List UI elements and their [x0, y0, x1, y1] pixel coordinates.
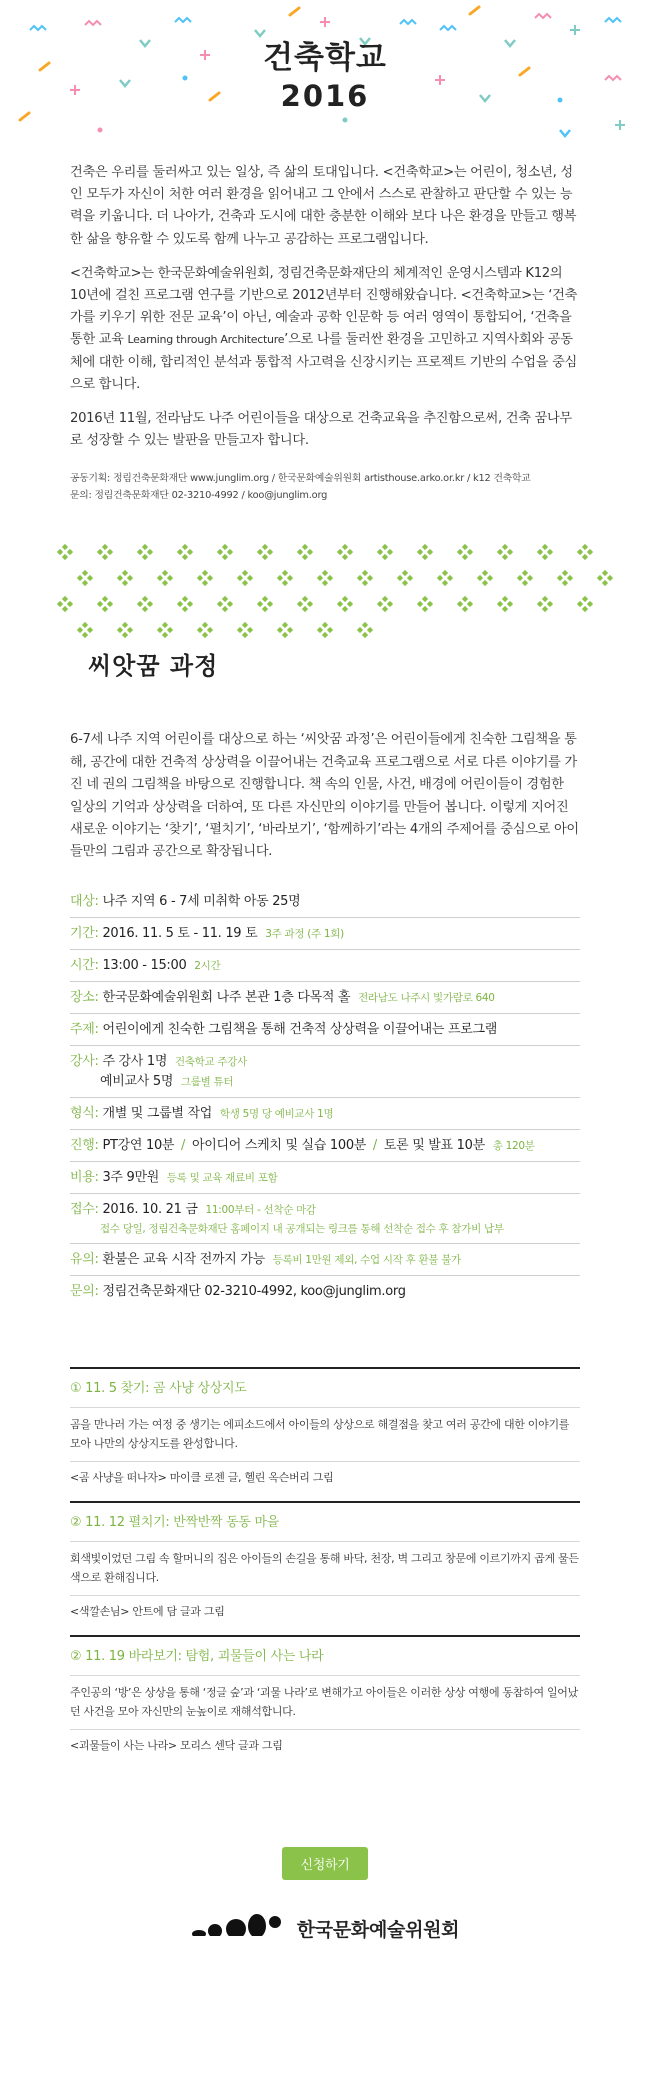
diamond-cluster — [377, 544, 393, 560]
diamond-cluster — [297, 544, 313, 560]
info-row-format — [70, 1098, 580, 1130]
program-book: <곰 사냥을 떠나자> 마이클 로젠 글, 헬린 옥슨버리 그림 — [70, 1470, 334, 1484]
confetti-piece — [560, 130, 570, 136]
diamond-cluster — [257, 544, 273, 560]
diamond-cluster — [537, 596, 553, 612]
info-value: 아이디어 스케치 및 실습 100분 — [191, 1137, 367, 1153]
confetti-piece — [85, 21, 101, 25]
diamond-cluster — [457, 544, 473, 560]
info-label: 장소: — [70, 989, 99, 1005]
credit-contact: 문의: 정림건축문화재단 02-3210-4992 / koo@junglim.org — [70, 490, 328, 502]
title-block — [0, 38, 650, 114]
intro-paragraph-2-english: Learning through Architecture — [127, 333, 285, 347]
confetti-piece — [290, 8, 299, 15]
info-note: 접수 당일, 정림건축문화재단 홈페이지 내 공개되는 링크를 통해 선착순 접수 후 참가비 납부 — [100, 1222, 504, 1235]
footer — [0, 1912, 650, 1946]
info-value: 어린이에게 친숙한 그림책을 통해 건축적 상상력을 이끌어내는 프로그램 — [102, 1021, 498, 1037]
intro-paragraph-2-b: ’으로 나를 둘러싼 환경을 고민하고 지역사회와 공동체에 대한 이해, 합리적인 분석과 통합적 사고력을 신장시키는 프로젝트 기반의 수업을 중심으로 합니다. — [70, 332, 577, 392]
apply-section — [0, 1847, 650, 1880]
diamond-cluster — [237, 570, 253, 586]
diamond-cluster — [577, 596, 593, 612]
diamond-cluster — [477, 570, 493, 586]
confetti-piece — [255, 30, 265, 36]
confetti-piece — [343, 118, 348, 123]
intro-paragraph-3: 2016년 11월, 전라남도 나주 어린이들을 대상으로 건축교육을 추진함으로써, 건축 꿈나무로 성장할 수 있는 발판을 만들고자 합니다. — [70, 411, 572, 449]
separator: / — [181, 1137, 186, 1153]
page-title-year: 2016 — [280, 79, 370, 113]
info-row-apply — [70, 1194, 580, 1244]
confetti-piece — [535, 14, 551, 18]
info-value: 정림건축문화재단 02-3210-4992, koo@junglim.org — [102, 1283, 406, 1299]
info-note: 건축학교 주강사 — [174, 1055, 247, 1068]
info-table — [70, 886, 580, 1307]
diamond-cluster — [257, 596, 273, 612]
diamond-cluster — [57, 596, 73, 612]
program-list — [70, 1367, 580, 1757]
diamond-cluster — [517, 570, 533, 586]
info-row-caution — [70, 1244, 580, 1276]
program-book: <색깔손님> 안트에 담 글과 그림 — [70, 1604, 225, 1618]
diamond-cluster — [77, 570, 93, 586]
confetti-piece — [615, 120, 625, 130]
info-label: 대상: — [70, 893, 99, 909]
info-row-contact — [70, 1276, 580, 1307]
arko-logo-icon — [191, 1912, 283, 1946]
info-note: 11:00부터 - 선착순 마감 — [205, 1203, 316, 1216]
info-value: 2016. 10. 21 금 — [102, 1201, 198, 1217]
info-value: 주 강사 1명 — [102, 1053, 168, 1069]
program-body: 곰을 만나러 가는 여정 중 생기는 에피소드에서 아이들의 상상으로 해결점을 찾고 여러 공간에 대한 이야기를 모아 나만의 상상지도를 완성합니다. — [70, 1408, 580, 1462]
diamond-cluster — [417, 544, 433, 560]
info-label: 기간: — [70, 925, 99, 941]
credit-organizers: 공동기획: 정림건축문화재단 www.junglim.org / 한국문화예술위원회 artisthouse.arko.or.kr / k12 건축학교 — [70, 473, 531, 485]
info-note: 등록비 1만원 제외, 수업 시작 후 환불 불가 — [272, 1253, 461, 1266]
confetti-piece — [440, 26, 456, 30]
info-value: 한국문화예술위원회 나주 본관 1층 다목적 홀 — [102, 989, 351, 1005]
info-note: 그룹별 튜터 — [180, 1075, 234, 1088]
intro-paragraph-2-a: <건축학교>는 한국문화예술위원회, 정림건축문화재단의 체계적인 운영시스템과 K12의 10년에 걸친 프로그램 연구를 기반으로 2012년부터 진행해왔습니다. <건축학교>는 ‘건축가를 키우기 위한 전문 교육’이 아닌, 예술과 공학 인문학 등 여러 영역이 통합되어, ‘건축을 통한 교육 — [70, 265, 578, 348]
diamond-cluster — [577, 544, 593, 560]
confetti-piece — [470, 7, 479, 14]
confetti-piece — [175, 18, 191, 22]
diamond-cluster — [177, 596, 193, 612]
diamond-cluster — [77, 622, 93, 638]
diamond-cluster — [57, 544, 73, 560]
info-value: 토론 및 발표 10분 — [383, 1137, 485, 1153]
section-title: 씨앗꿈 과정 — [88, 652, 219, 681]
confetti-piece — [20, 113, 29, 120]
diamond-cluster — [297, 596, 313, 612]
diamond-cluster — [317, 622, 333, 638]
info-note: 총 120분 — [492, 1139, 535, 1152]
diamond-cluster — [357, 622, 373, 638]
diamond-cluster — [117, 570, 133, 586]
info-note: 2시간 — [194, 959, 221, 972]
diamond-cluster — [177, 544, 193, 560]
diamond-cluster — [537, 544, 553, 560]
diamond-cluster — [337, 596, 353, 612]
diamond-cluster — [277, 570, 293, 586]
diamond-cluster — [357, 570, 373, 586]
info-row-teacher — [70, 1046, 580, 1098]
info-row-fee — [70, 1162, 580, 1194]
program-block-3 — [70, 1635, 580, 1757]
info-label: 주제: — [70, 1021, 99, 1037]
confetti-piece — [400, 20, 416, 24]
diamond-cluster — [97, 544, 113, 560]
info-value: 3주 9만원 — [102, 1169, 160, 1185]
diamond-cluster — [197, 622, 213, 638]
info-value: PT강연 10분 — [102, 1137, 175, 1153]
section-description — [0, 679, 650, 863]
info-label: 형식: — [70, 1105, 99, 1121]
info-note: 전라남도 나주시 빛가람로 640 — [358, 991, 495, 1004]
info-label: 문의: — [70, 1283, 99, 1299]
program-book: <괴물들이 사는 나라> 모리스 센닥 글과 그림 — [70, 1738, 283, 1752]
diamond-cluster — [97, 596, 113, 612]
diamond-cluster — [437, 570, 453, 586]
diamond-cluster — [417, 596, 433, 612]
section-header — [0, 544, 650, 679]
separator: / — [372, 1137, 377, 1153]
info-row-target — [70, 886, 580, 918]
info-value: 13:00 - 15:00 — [102, 957, 187, 973]
program-body: 주인공의 ‘방’은 상상을 통해 ‘정글 숲’과 ‘괴물 나라’로 변해가고 아이들은 이러한 상상 여행에 동참하여 일어났던 사건을 모아 자신만의 눈높이로 재해석합니다. — [70, 1676, 580, 1730]
intro-paragraph-2 — [70, 263, 580, 396]
intro-paragraph-1: 건축은 우리를 둘러싸고 있는 일상, 즉 삶의 토대입니다. <건축학교>는 어린이, 청소년, 성인 모두가 자신이 처한 여러 환경을 읽어내고 그 안에서 스스로 관찰하고 판단할 수 있는 능력을 키웁니다. 더 나아가, 건축과 도시에 대한 충분한 이해와 보다 나은 환경을 만들고 행복한 삶을 향유할 수 있도록 함께 나누고 공감하는 프로그램입니다. — [70, 165, 577, 247]
program-block-1 — [70, 1367, 580, 1489]
diamond-cluster — [457, 596, 473, 612]
confetti-piece — [320, 17, 330, 27]
diamond-cluster — [497, 544, 513, 560]
info-note: 3주 과정 (주 1회) — [265, 927, 344, 940]
confetti-piece — [30, 26, 46, 30]
intro — [0, 150, 650, 504]
diamond-cluster — [377, 596, 393, 612]
info-value: 개별 및 그룹별 작업 — [102, 1105, 213, 1121]
diamond-cluster — [337, 544, 353, 560]
info-row-time — [70, 950, 580, 982]
page-title: 건축학교 — [263, 40, 387, 76]
section-description-text: 6-7세 나주 지역 어린이를 대상으로 하는 ‘씨앗꿈 과정’은 어린이들에게 친숙한 그림책을 통해, 공간에 대한 건축적 상상력을 이끌어내는 건축교육 프로그램으로 서로 다른 이야기를 가진 네 권의 그림책을 바탕으로 진행합니다. 책 속의 인물, 사건, 배경에 어린이들이 경험한 일상의 기억과 상상력을 더하여, 또 다른 자신만의 이야기를 만들어 봅니다. 이렇게 지어진 새로운 이야기는 ‘찾기’, ‘펼치기’, ‘바라보기’, ‘함께하기’라는 4개의 주제어를 중심으로 아이들만의 그림과 공간으로 확장됩니다. — [70, 732, 579, 860]
info-value: 2016. 11. 5 토 - 11. 19 토 — [102, 925, 258, 941]
info-value: 환불은 교육 시작 전까지 가능 — [102, 1251, 265, 1267]
diamond-cluster — [157, 570, 173, 586]
diamond-cluster — [497, 596, 513, 612]
info-label: 유의: — [70, 1251, 99, 1267]
info-label: 접수: — [70, 1201, 99, 1217]
diamond-cluster — [237, 622, 253, 638]
header — [0, 0, 650, 150]
confetti-piece — [605, 18, 621, 22]
confetti-piece — [570, 25, 580, 35]
program-title: ① 11. 5 찾기: 곰 사냥 상상지도 — [70, 1379, 580, 1408]
info-note: 학생 5명 당 예비교사 1명 — [219, 1107, 334, 1120]
diamond-cluster — [397, 570, 413, 586]
diamond-cluster — [137, 596, 153, 612]
info-value: 예비교사 5명 — [100, 1073, 174, 1089]
info-row-place — [70, 982, 580, 1014]
program-title: ② 11. 12 펼치기: 반짝반짝 동동 마을 — [70, 1513, 580, 1542]
credits — [70, 470, 580, 504]
diamond-cluster — [597, 570, 613, 586]
diamond-cluster — [157, 622, 173, 638]
confetti-piece — [98, 128, 103, 133]
info-note: 등록 및 교육 재료비 포함 — [166, 1171, 278, 1184]
org-name: 한국문화예술위원회 — [296, 1919, 460, 1942]
diamond-cluster — [117, 622, 133, 638]
apply-button[interactable]: 신청하기 — [282, 1847, 367, 1880]
diamond-cluster — [557, 570, 573, 586]
diamond-cluster — [317, 570, 333, 586]
info-label: 진행: — [70, 1137, 99, 1153]
program-title: ② 11. 19 바라보기: 탐험, 괴물들이 사는 나라 — [70, 1647, 580, 1676]
info-row-theme — [70, 1014, 580, 1046]
diamond-cluster — [217, 544, 233, 560]
diamond-cluster — [197, 570, 213, 586]
program-block-2 — [70, 1501, 580, 1623]
info-label: 비용: — [70, 1169, 99, 1185]
info-row-progress — [70, 1130, 580, 1162]
diamond-cluster — [137, 544, 153, 560]
diamond-pattern-decoration — [0, 544, 650, 644]
program-body: 회색빛이었던 그림 속 할머니의 집은 아이들의 손길을 통해 바닥, 천장, 벽 그리고 창문에 이르기까지 곱게 물든 색으로 환해집니다. — [70, 1542, 580, 1596]
info-value: 나주 지역 6 - 7세 미취학 아동 25명 — [102, 893, 301, 909]
info-row-period — [70, 918, 580, 950]
info-label: 시간: — [70, 957, 99, 973]
diamond-cluster — [277, 622, 293, 638]
diamond-cluster — [217, 596, 233, 612]
info-label: 강사: — [70, 1053, 99, 1069]
